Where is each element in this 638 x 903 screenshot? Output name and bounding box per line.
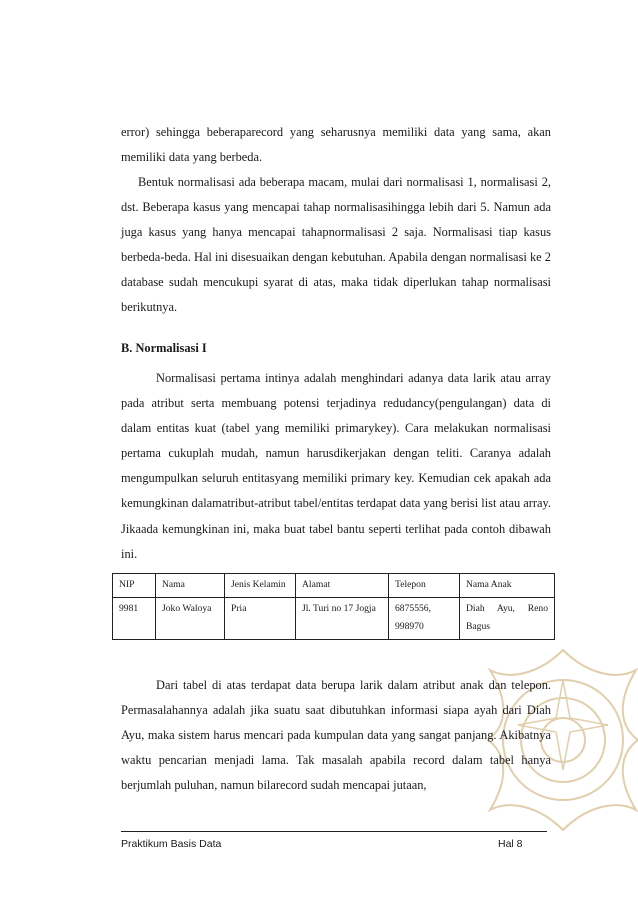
cell-nip: 9981	[113, 598, 156, 640]
footer-page-number: Hal 8	[498, 838, 523, 850]
table-header-row	[113, 574, 555, 598]
nama-anak-line: Bagus	[466, 621, 490, 632]
table-header-cell: Alamat	[296, 574, 389, 598]
section-heading: B. Normalisasi I	[121, 341, 207, 355]
table-header-cell: Jenis Kelamin	[225, 574, 296, 598]
footer-course-title: Praktikum Basis Data	[121, 838, 222, 850]
cell-jenis-kelamin: Pria	[225, 598, 296, 640]
telepon-line: 998970	[395, 621, 424, 632]
cell-nama: Joko Waloya	[156, 598, 225, 640]
cell-telepon	[389, 598, 460, 640]
paragraph-continuation: error) sehingga beberaparecord yang seharusnya memiliki data yang sama, akan memiliki data yang berbeda.	[121, 125, 551, 165]
paragraph-normalization-forms: Bentuk normalisasi ada beberapa macam, mulai dari normalisasi 1, normalisasi 2, dst. Beberapa kasus yang mencapai tahap normalisasihingga lebih dari 5. Namun ada juga kasus yang hanya mencapai tahapnormalisasi 2 saja. Normalisasi tiap kasus berbeda-beda. Hal ini disesuaikan dengan kebutuhan. Apabila dengan normalisasi ke 2 database sudah mencukupi syarat di atas, maka tidak diperlukan tahap normalisasi berikutnya.	[121, 175, 551, 315]
table-row	[113, 598, 555, 640]
footer-divider	[121, 831, 547, 832]
example-table	[112, 573, 555, 640]
nama-anak-line: Diah Ayu, Reno	[466, 603, 548, 614]
paragraph-array-problem: Dari tabel di atas terdapat data berupa larik dalam atribut anak dan telepon. Permasalahannya adalah jika suatu saat dibutuhkan informasi siapa ayah dari Diah Ayu, maka sistem harus mencari pada kumpulan data yang sangat panjang. Akibatnya waktu pencarian menjadi lama. Tak masalah apabila record dalam tabel hanya berjumlah puluhan, namun bilarecord sudah mencapai jutaan,	[121, 678, 551, 793]
table-header-cell: Nama Anak	[460, 574, 555, 598]
paragraph-first-normalization: Normalisasi pertama intinya adalah menghindari adanya data larik atau array pada atribut serta membuang potensi terjadinya redudancy(pengulangan) data di dalam entitas kuat (tabel yang memiliki primarykey). Cara melakukan normalisasi pertama cukuplah mudah, namun harusdikerjakan dengan teliti. Caranya adalah mengumpulkan seluruh entitasyang memiliki primary key. Kemudian cek apakah ada kemungkinan dalamatribut-atribut tabel/entitas terdapat data yang berisi list atau array. Jikaada kemungkinan ini, maka buat tabel bantu seperti terlihat pada contoh dibawah ini.	[121, 371, 551, 561]
cell-nama-anak	[460, 598, 555, 640]
cell-alamat: Jl. Turi no 17 Jogja	[296, 598, 389, 640]
table-header-cell: NIP	[113, 574, 156, 598]
table-header-cell: Nama	[156, 574, 225, 598]
table-header-cell: Telepon	[389, 574, 460, 598]
telepon-line: 6875556,	[395, 603, 431, 614]
